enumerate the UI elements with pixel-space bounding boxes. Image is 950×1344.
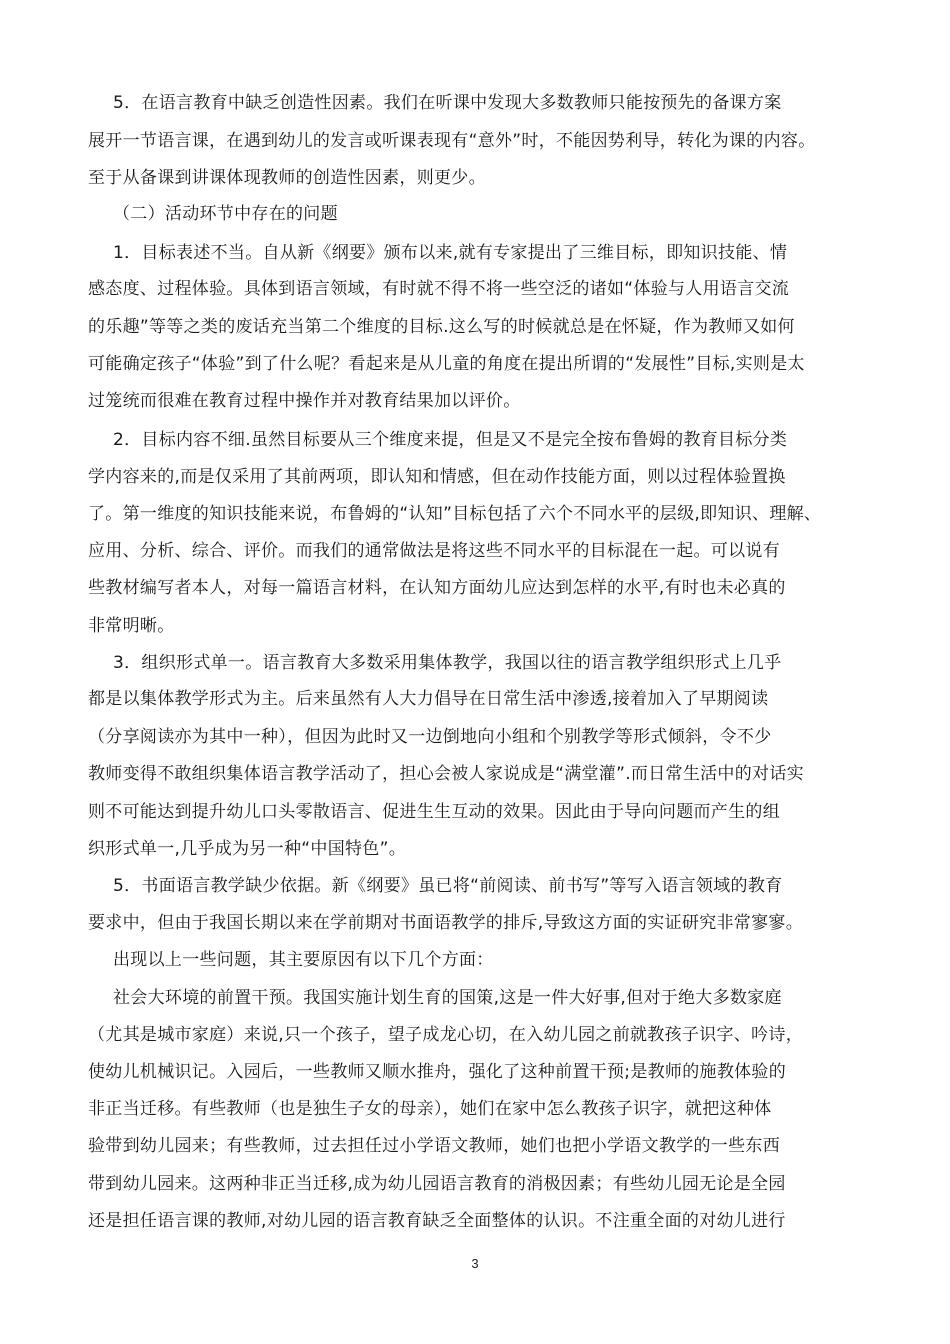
text-line: 非正当迁移。有些教师（也是独生子女的母亲），她们在家中怎么教孩子识字，就把这种体 [88,1099,772,1119]
text-line: 还是担任语言课的教师,对幼儿园的语言教育缺乏全面整体的认识。不注重全面的对幼儿进行 [88,1211,786,1231]
text-line: 社会大环境的前置干预。我国实施计划生育的国策,这是一件大好事,但对于绝大多数家庭 [113,988,782,1008]
text-line: 教师变得不敢组织集体语言教学活动了，担心会被人家说成是“满堂灌”.而日常生活中的对话实 [88,764,804,784]
page-number: 3 [471,1256,479,1271]
text-line: 带到幼儿园来。这两种非正当迁移,成为幼儿园语言教育的消极因素；有些幼儿园无论是全园 [88,1174,786,1194]
text-line: 都是以集体教学形式为主。后来虽然有人大力倡导在日常生活中渗透,接着加入了早期阅读 [88,689,769,709]
text-line: 展开一节语言课，在遇到幼儿的发言或听课表现有“意外”时，不能因势利导，转化为课的内容。 [88,131,816,151]
text-line: 至于从备课到讲课体现教师的创造性因素，则更少。 [88,168,486,188]
text-line: 要求中，但由于我国长期以来在学前期对书面语教学的排斥,导致这方面的实证研究非常寥寥。 [88,913,804,933]
text-line: 验带到幼儿园来；有些教师，过去担任过小学语文教师，她们也把小学语文教学的一些东西 [88,1136,780,1156]
text-line: 可能确定孩子“体验”到了什么呢？看起来是从儿童的角度在提出所谓的“发展性”目标,实则是太 [88,354,805,374]
text-line: 些教材编写者本人，对每一篇语言材料，在认知方面幼儿应达到怎样的水平,有时也未必真的 [88,578,786,598]
text-line: 织形式单一,几乎成为另一种“中国特色”。 [88,839,407,859]
text-line: 3．组织形式单一。语言教育大多数采用集体教学，我国以往的语言教学组织形式上几乎 [113,653,782,673]
text-line: 使幼儿机械识记。入园后，一些教师又顺水推舟，强化了这种前置干预;是教师的施教体验的 [88,1062,787,1082]
section-heading: （二）活动环节中存在的问题 [113,204,338,224]
text-line: 非常明晰。 [88,616,175,636]
text-line: 2．目标内容不细.虽然目标要从三个维度来提，但是又不是完全按布鲁姆的教育目标分类 [113,430,788,450]
text-line: 5．在语言教育中缺乏创造性因素。我们在听课中发现大多数教师只能按预先的备课方案 [113,93,782,113]
text-line: （尤其是城市家庭）来说,只一个孩子，望子成龙心切，在入幼儿园之前就教孩子识字、吟诗， [88,1025,804,1045]
text-line: （分享阅读亦为其中一种），但因为此时又一边倒地向小组和个别教学等形式倾斜，令不少 [88,727,772,747]
text-line: 1．目标表述不当。自从新《纲要》颁布以来,就有专家提出了三维目标，即知识技能、情 [113,243,788,263]
text-line: 应用、分析、综合、评价。而我们的通常做法是将这些不同水平的目标混在一起。可以说有 [88,541,780,561]
text-line: 了。第一维度的知识技能来说，布鲁姆的“认知”目标包括了六个不同水平的层级,即知识、理解、 [88,504,822,524]
text-line: 5．书面语言教学缺少依据。新《纲要》虽已将“前阅读、前书写”等写入语言领域的教育 [113,876,783,896]
text-line: 则不可能达到提升幼儿口头零散语言、促进生生互动的效果。因此由于导向问题而产生的组 [88,802,780,822]
text-line: 感态度、过程体验。具体到语言领域，有时就不得不将一些空泛的诸如“体验与人用语言交流 [88,279,790,299]
text-line: 过笼统而很难在教育过程中操作并对教育结果加以评价。 [88,391,521,411]
text-line: 出现以上一些问题，其主要原因有以下几个方面： [113,950,494,970]
text-line: 的乐趣”等等之类的废话充当第二个维度的目标.这么写的时候就总是在怀疑，作为教师又如何 [88,317,795,337]
text-line: 学内容来的,而是仅采用了其前两项，即认知和情感，但在动作技能方面，则以过程体验置换 [88,467,786,487]
